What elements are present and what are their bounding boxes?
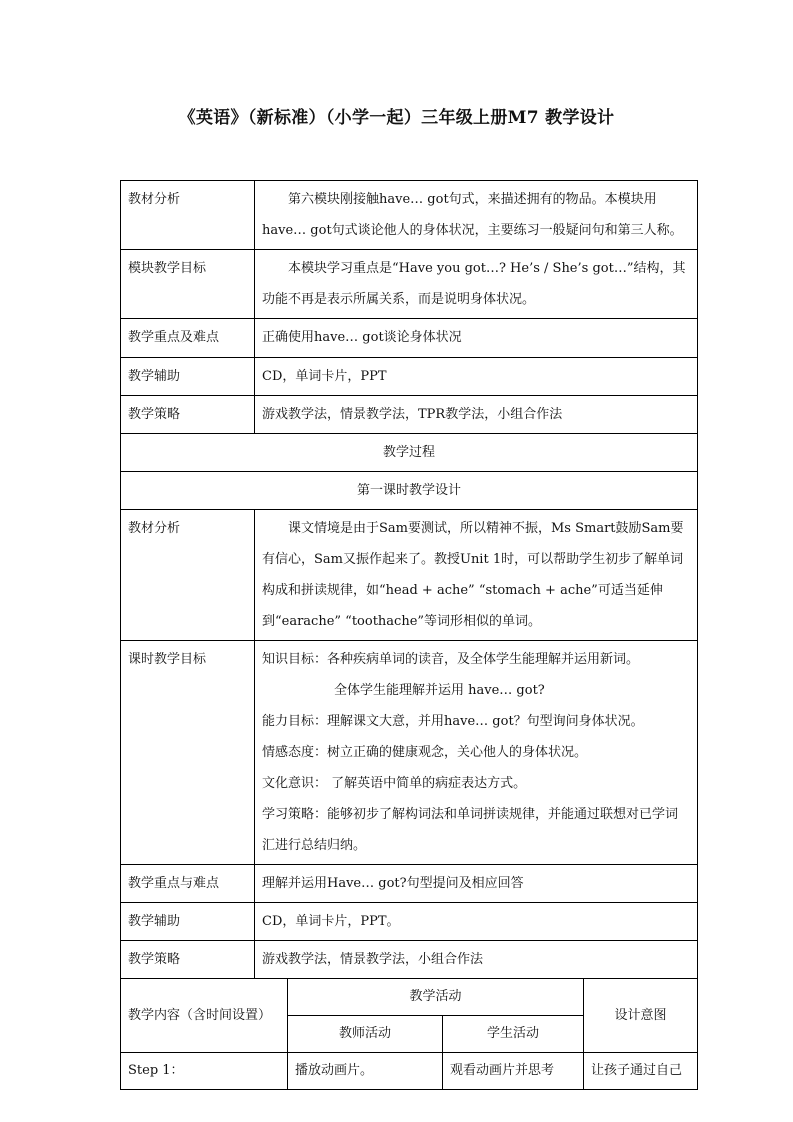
process-heading: 教学过程 <box>121 434 698 472</box>
module-analysis-label: 教材分析 <box>121 181 255 250</box>
activity-header: 教学活动 <box>288 979 584 1016</box>
document-title: 《英语》（新标准）（小学一起）三年级上册M7 教学设计 <box>178 108 615 128</box>
teacher-header: 教师活动 <box>288 1016 443 1053</box>
lesson1-aid-text: CD，单词卡片，PPT。 <box>255 903 698 941</box>
lesson1-goal-list <box>255 641 698 865</box>
student-header: 学生活动 <box>443 1016 584 1053</box>
lesson1-strategy-text: 游戏教学法，情景教学法，小组合作法 <box>255 941 698 979</box>
goal-culture: 文化意识： 了解英语中简单的病症表达方式。 <box>262 776 527 791</box>
content-header: 教学内容（含时间设置） <box>121 979 288 1053</box>
goal-knowledge-cont: 全体学生能理解并运用 have… got? <box>334 683 545 698</box>
lesson1-key-label: 教学重点与难点 <box>121 865 255 903</box>
module-goal-label: 模块教学目标 <box>121 250 255 319</box>
lesson1-analysis-text: 课文情境是由于Sam要测试，所以精神不振，Ms Smart鼓励Sam要有信心，Sam又振作起来了。教授Unit 1时，可以帮助学生初步了解单词构成和拼读规律，如“head + ache” “stomach + ache”可适当延伸到“earache” “toothache”等词形相似的单词。 <box>255 510 698 641</box>
module-strategy-label: 教学策略 <box>121 396 255 434</box>
student-activity: 观看动画片并思考 <box>443 1053 584 1090</box>
module-strategy-text: 游戏教学法，情景教学法，TPR教学法，小组合作法 <box>255 396 698 434</box>
teacher-activity: 播放动画片。 <box>288 1053 443 1090</box>
lesson1-goal-label: 课时教学目标 <box>121 641 255 865</box>
module-key-text: 正确使用have… got谈论身体状况 <box>255 319 698 358</box>
module-goal-text: 本模块学习重点是“Have you got…? He’s / She’s got…”结构，其功能不再是表示所属关系，而是说明身体状况。 <box>255 250 698 319</box>
table-row <box>121 1053 698 1090</box>
lesson1-key-text: 理解并运用Have… got?句型提问及相应回答 <box>255 865 698 903</box>
module-aid-label: 教学辅助 <box>121 358 255 396</box>
lesson1-analysis-label: 教材分析 <box>121 510 255 641</box>
step-content: Step 1： <box>121 1053 288 1090</box>
module-aid-text: CD，单词卡片，PPT <box>255 358 698 396</box>
module-key-label: 教学重点及难点 <box>121 319 255 358</box>
lesson1-heading: 第一课时教学设计 <box>121 472 698 510</box>
design-intent: 让孩子通过自己 <box>584 1053 698 1090</box>
goal-knowledge: 知识目标：各种疾病单词的读音，及全体学生能理解并运用新词。 <box>262 652 640 667</box>
module-analysis-text: 第六模块刚接触have… got句式，来描述拥有的物品。本模块用have… got句式谈论他人的身体状况，主要练习一般疑问句和第三人称。 <box>255 181 698 250</box>
goal-attitude: 情感态度：树立正确的健康观念，关心他人的身体状况。 <box>262 745 588 760</box>
lesson1-aid-label: 教学辅助 <box>121 903 255 941</box>
goal-ability: 能力目标：理解课文大意，并用have… got？句型询问身体状况。 <box>262 714 644 729</box>
lesson1-strategy-label: 教学策略 <box>121 941 255 979</box>
intent-header: 设计意图 <box>584 979 698 1053</box>
lesson-plan-table <box>120 180 698 1090</box>
goal-strategy: 学习策略：能够初步了解构词法和单词拼读规律，并能通过联想对已学词汇进行总结归纳。 <box>262 807 679 853</box>
